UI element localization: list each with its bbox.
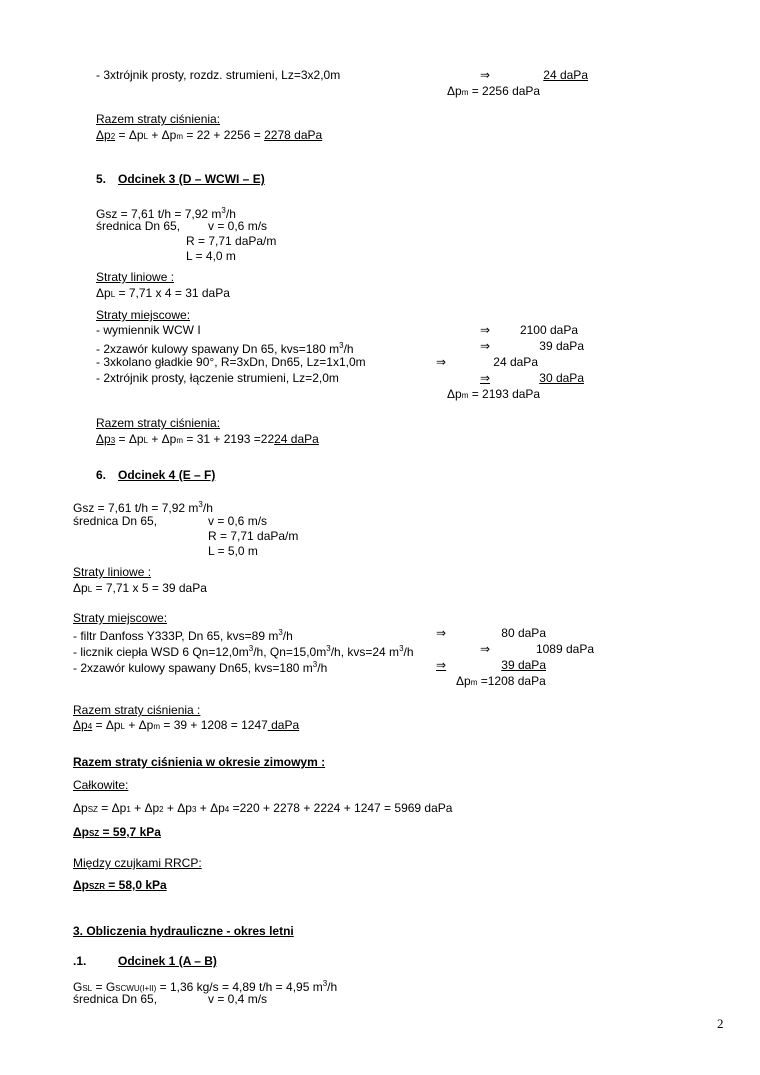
- total-loss-eq: Δp3 = ΔpL + Δpm = 31 + 2193 =2224 daPa: [96, 432, 319, 446]
- implies-arrow-icon: ⇒: [480, 371, 491, 385]
- section-number: 5.: [96, 172, 107, 186]
- fitting-value: 80 daPa: [501, 626, 546, 640]
- fitting-value: 1089 daPa: [535, 642, 594, 656]
- section-heading: Odcinek 4 (E – F): [118, 468, 216, 482]
- total-loss-eq: Δp2 = ΔpL + Δpm = 22 + 2256 = 2278 daPa: [96, 128, 323, 142]
- implies-arrow-icon: ⇒: [436, 626, 447, 640]
- implies-arrow-icon: ⇒: [480, 68, 491, 82]
- velocity: v = 0,6 m/s: [208, 514, 268, 528]
- fitting-value: 24 daPa: [543, 68, 588, 82]
- fitting-line: - 3xkolano gładkie 90°, R=3xDn, Dn65, Lz=1x1,0m: [96, 355, 366, 369]
- diameter-line: średnica Dn 65,: [73, 992, 158, 1006]
- section-number: 6.: [96, 468, 107, 482]
- local-loss-sum: Δpm = 2193 daPa: [447, 387, 541, 401]
- sensors-kpa: ΔpSZR = 58,0 kPa: [73, 878, 167, 892]
- implies-arrow-icon: ⇒: [436, 658, 447, 672]
- length: L = 5,0 m: [208, 544, 258, 558]
- implies-arrow-icon: ⇒: [436, 355, 447, 369]
- velocity: v = 0,4 m/s: [208, 992, 268, 1006]
- total-label: Całkowite:: [73, 778, 129, 792]
- total-loss-label: Razem straty ciśnienia :: [73, 703, 201, 717]
- subsection-heading: Odcinek 1 (A – B): [118, 954, 217, 968]
- total-eq: ΔpSZ = Δp1 + Δp2 + Δp3 + Δp4 =220 + 2278 + 2224 + 1247 = 5969 daPa: [73, 801, 453, 815]
- fitting-line: - filtr Danfoss Y333P, Dn 65, kvs=89 $m^3/h$: [73, 628, 293, 643]
- local-loss-label: Straty miejscowe:: [96, 308, 191, 322]
- fitting-value: 39 daPa: [539, 339, 584, 353]
- flow-line: Gsz = 7,61 t/h = 7,92 $m^3/h$: [73, 500, 213, 515]
- diameter-line: średnica Dn 65,: [96, 219, 181, 233]
- flow-line: Gsz = 7,61 t/h = 7,92 $m^3/h$: [96, 206, 236, 221]
- fitting-line: - licznik ciepła WSD 6 $Qn=12,0m^3/h$, $Qn=15,0m^3/h$, kvs=24 $m^3/h$: [73, 644, 414, 659]
- linear-loss-eq: ΔpL = 7,71 x 5 = 39 daPa: [73, 581, 207, 595]
- fitting-line: - wymiennik WCW I: [96, 323, 201, 337]
- linear-loss-label: Straty liniowe :: [96, 270, 175, 284]
- velocity: v = 0,6 m/s: [208, 219, 268, 233]
- linear-loss-label: Straty liniowe :: [73, 565, 152, 579]
- local-loss-label: Straty miejscowe:: [73, 611, 168, 625]
- sensors-label: Między czujkami RRCP:: [73, 856, 202, 870]
- resistance: R = 7,71 daPa/m: [186, 234, 277, 248]
- flow-line: GSL = GSCWU(I+II) = 1,36 kg/s = 4,89 t/h = 4,95 $m^3/h$: [73, 979, 338, 994]
- fitting-line: - 2xzawór kulowy spawany Dn 65, kvs=180 $m^3/h$: [96, 341, 354, 356]
- fitting-value: 2100 daPa: [519, 323, 578, 337]
- fitting-line: - 3xtrójnik prosty, rozdz. strumieni, Lz=3x2,0m: [96, 68, 341, 82]
- local-loss-sum: Δpm =1208 daPa: [456, 674, 546, 688]
- fitting-line: - 2xtrójnik prosty, łączenie strumieni, Lz=2,0m: [96, 371, 339, 385]
- total-kpa: ΔpSZ = 59,7 kPa: [73, 825, 161, 839]
- section-heading: Odcinek 3 (D – WCWI – E): [118, 172, 265, 186]
- implies-arrow-icon: ⇒: [480, 642, 491, 656]
- local-loss-sum: Δpm = 2256 daPa: [447, 84, 541, 98]
- implies-arrow-icon: ⇒: [480, 339, 491, 353]
- linear-loss-eq: ΔpL = 7,71 x 4 = 31 daPa: [96, 286, 230, 300]
- subsection-number: .1.: [73, 954, 87, 968]
- fitting-line: - 2xzawór kulowy spawany Dn65, kvs=180 $m^3/h$: [73, 660, 328, 675]
- page-number: 2: [717, 1016, 724, 1031]
- length: L = 4,0 m: [186, 249, 236, 263]
- fitting-value: 39 daPa: [501, 658, 546, 672]
- total-loss-label: Razem straty ciśnienia:: [96, 416, 221, 430]
- implies-arrow-icon: ⇒: [480, 323, 491, 337]
- chapter-heading: 3. Obliczenia hydrauliczne - okres letni: [73, 924, 294, 938]
- total-loss-label: Razem straty ciśnienia:: [96, 112, 221, 126]
- fitting-value: 30 daPa: [539, 371, 584, 385]
- winter-summary-heading: Razem straty ciśnienia w okresie zimowym :: [73, 755, 326, 769]
- fitting-value: 24 daPa: [493, 355, 538, 369]
- total-loss-eq: Δp4 = ΔpL + Δpm = 39 + 1208 = 1247 daPa: [73, 718, 300, 732]
- diameter-line: średnica Dn 65,: [73, 514, 158, 528]
- resistance: R = 7,71 daPa/m: [208, 529, 299, 543]
